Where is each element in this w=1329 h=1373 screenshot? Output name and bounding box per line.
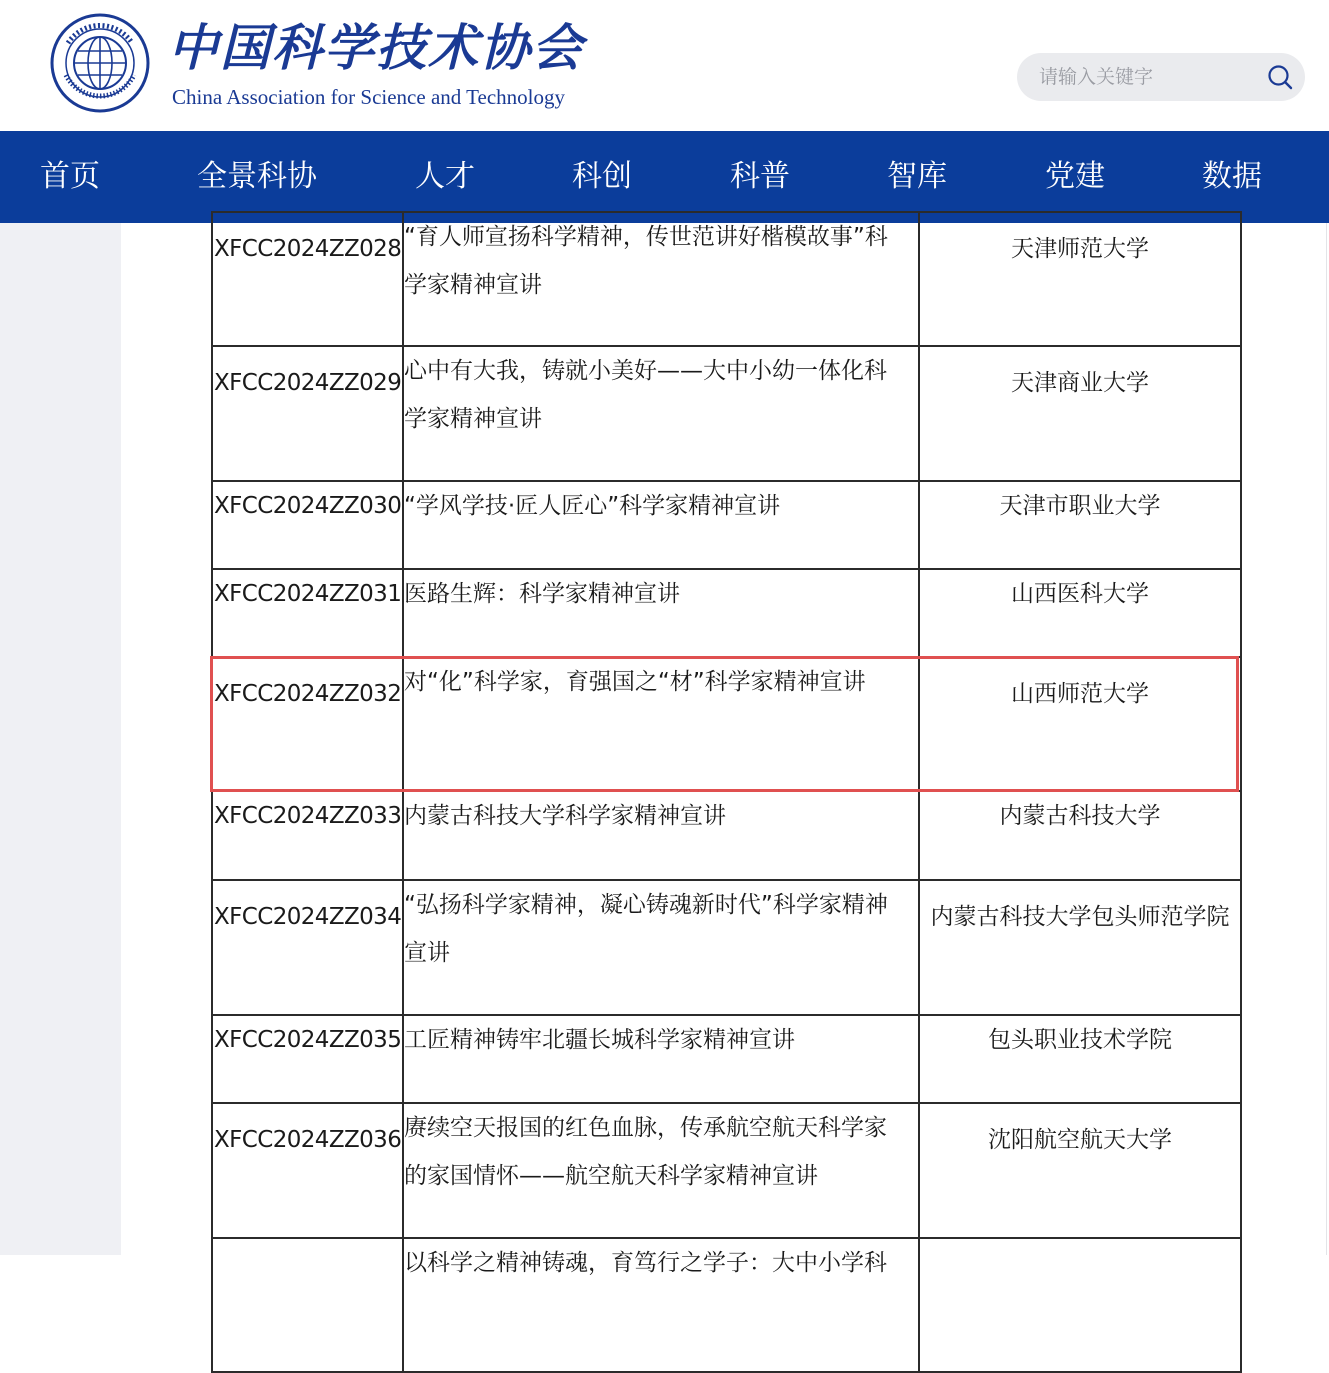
project-title: “育人师宣扬科学精神，传世范讲好楷模故事”科学家精神宣讲 bbox=[403, 212, 919, 346]
table-row bbox=[212, 1103, 1241, 1238]
search-icon[interactable] bbox=[1267, 64, 1293, 90]
nav-item-talent[interactable]: 人才 bbox=[415, 159, 475, 194]
project-title: 赓续空天报国的红色血脉，传承航空航天科学家的家国情怀——航空航天科学家精神宣讲 bbox=[403, 1103, 919, 1238]
project-org bbox=[919, 1238, 1241, 1372]
site-header bbox=[0, 0, 1329, 131]
project-org: 内蒙古科技大学 bbox=[919, 791, 1241, 880]
table-row bbox=[212, 346, 1241, 481]
table-row bbox=[212, 1015, 1241, 1103]
project-code bbox=[212, 1238, 403, 1372]
search-box bbox=[1017, 53, 1305, 101]
project-title: 心中有大我，铸就小美好——大中小幼一体化科学家精神宣讲 bbox=[403, 346, 919, 481]
project-org: 山西师范大学 bbox=[919, 657, 1241, 791]
project-code: XFCC2024ZZ029 bbox=[212, 346, 403, 481]
project-org: 沈阳航空航天大学 bbox=[919, 1103, 1241, 1238]
project-code: XFCC2024ZZ030 bbox=[212, 481, 403, 569]
project-code: XFCC2024ZZ034 bbox=[212, 880, 403, 1015]
nav-item-think-tank[interactable]: 智库 bbox=[887, 159, 947, 194]
table-row bbox=[212, 212, 1241, 346]
project-code: XFCC2024ZZ033 bbox=[212, 791, 403, 880]
project-org: 山西医科大学 bbox=[919, 569, 1241, 657]
project-org: 内蒙古科技大学包头师范学院 bbox=[919, 880, 1241, 1015]
table-row bbox=[212, 791, 1241, 880]
project-code: XFCC2024ZZ035 bbox=[212, 1015, 403, 1103]
project-title: 内蒙古科技大学科学家精神宣讲 bbox=[403, 791, 919, 880]
table-row bbox=[212, 657, 1241, 791]
nav-item-home[interactable]: 首页 bbox=[40, 159, 100, 194]
project-title: 对“化”科学家，育强国之“材”科学家精神宣讲 bbox=[403, 657, 919, 791]
project-title: 医路生辉：科学家精神宣讲 bbox=[403, 569, 919, 657]
nav-item-panorama[interactable]: 全景科协 bbox=[197, 159, 317, 194]
project-org: 天津市职业大学 bbox=[919, 481, 1241, 569]
nav-item-innovation[interactable]: 科创 bbox=[572, 159, 632, 194]
project-title: “弘扬科学家精神，凝心铸魂新时代”科学家精神宣讲 bbox=[403, 880, 919, 1015]
left-gutter bbox=[0, 223, 121, 1255]
project-title: “学风学技·匠人匠心”科学家精神宣讲 bbox=[403, 481, 919, 569]
project-code: XFCC2024ZZ036 bbox=[212, 1103, 403, 1238]
cast-emblem-icon[interactable] bbox=[50, 13, 150, 113]
logo-title-en[interactable]: China Association for Science and Technology bbox=[172, 85, 565, 109]
project-code: XFCC2024ZZ031 bbox=[212, 569, 403, 657]
search-input[interactable] bbox=[1039, 53, 1259, 101]
project-title: 以科学之精神铸魂，育笃行之学子：大中小学科 bbox=[403, 1238, 919, 1372]
table-viewport[interactable] bbox=[211, 223, 1237, 1276]
project-table bbox=[211, 211, 1242, 1373]
main-nav bbox=[0, 131, 1329, 223]
page-divider bbox=[1326, 223, 1327, 1255]
project-title: 工匠精神铸牢北疆长城科学家精神宣讲 bbox=[403, 1015, 919, 1103]
nav-item-party-building[interactable]: 党建 bbox=[1045, 159, 1105, 194]
project-code: XFCC2024ZZ028 bbox=[212, 212, 403, 346]
project-org: 天津商业大学 bbox=[919, 346, 1241, 481]
table-row bbox=[212, 880, 1241, 1015]
table-row bbox=[212, 569, 1241, 657]
logo-title-cn[interactable]: 中国科学技术协会 bbox=[168, 18, 584, 77]
nav-item-popular-science[interactable]: 科普 bbox=[730, 159, 790, 194]
project-org: 天津师范大学 bbox=[919, 212, 1241, 346]
table-row bbox=[212, 481, 1241, 569]
project-org: 包头职业技术学院 bbox=[919, 1015, 1241, 1103]
nav-item-data[interactable]: 数据 bbox=[1202, 159, 1262, 194]
project-code: XFCC2024ZZ032 bbox=[212, 657, 403, 791]
table-row bbox=[212, 1238, 1241, 1372]
